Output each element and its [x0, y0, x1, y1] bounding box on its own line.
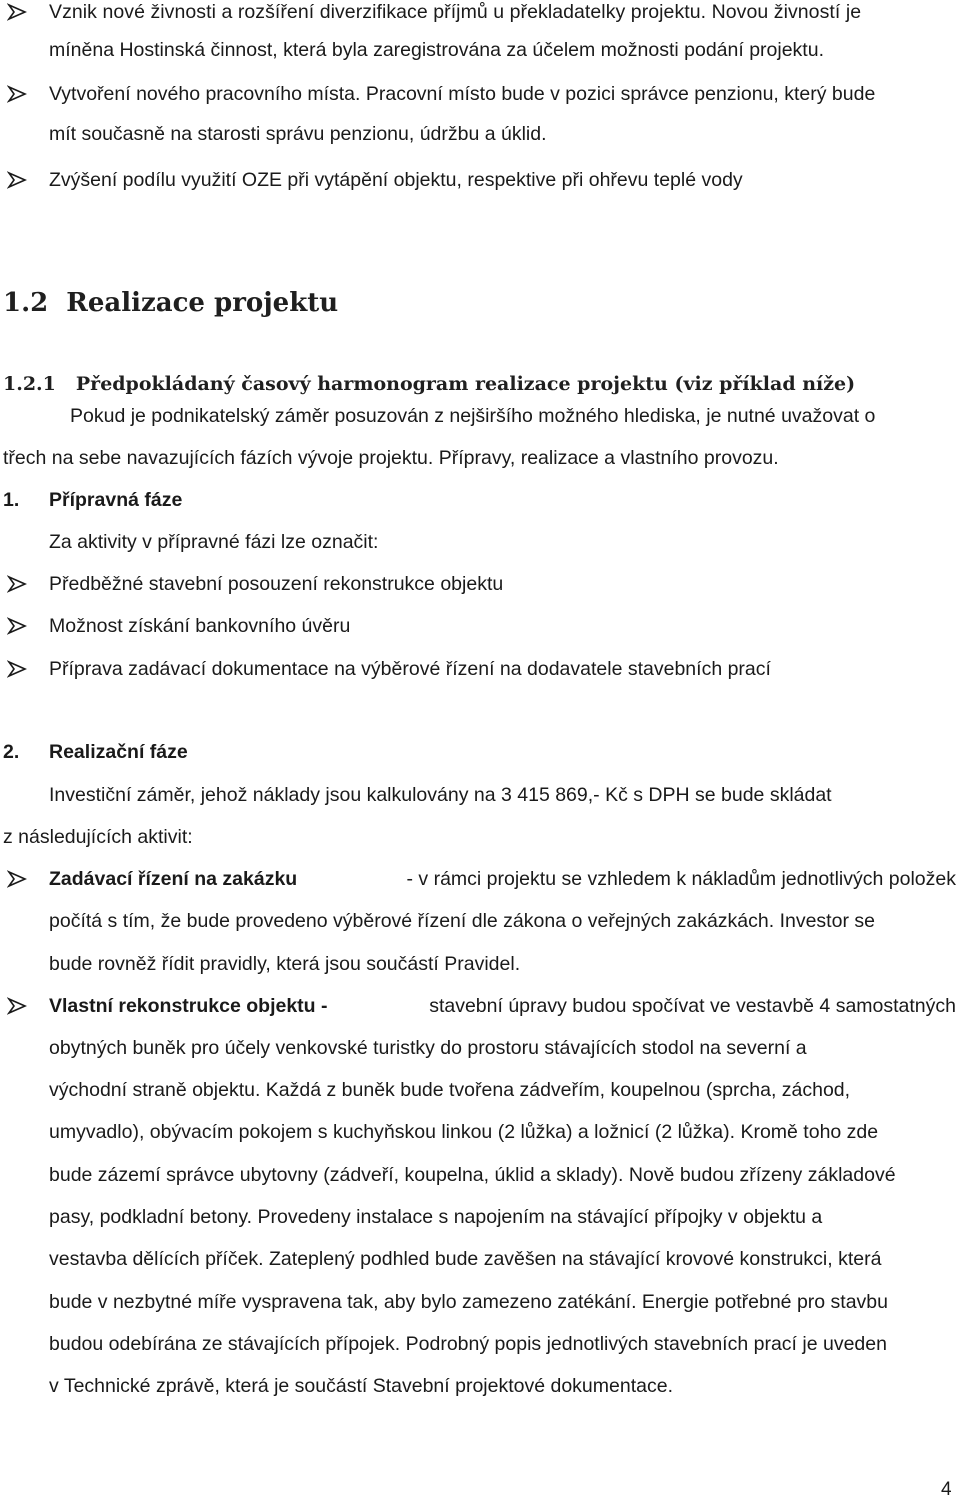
subsection-heading [3, 372, 855, 396]
phase-number: 1. [3, 489, 20, 511]
paragraph-line: Pokud je podnikatelský záměr posuzován z nejširšího možného hlediska, je nutné uvažovat o [70, 405, 876, 427]
paragraph-line: vestavba dělících příček. Zateplený podhled bude zavěšen na stávající krovové konstrukci, která [49, 1248, 882, 1270]
paragraph-line: bude zázemí správce ubytovny (zádveří, koupelna, úklid a sklady). Nově budou zřízeny základové [49, 1164, 896, 1186]
section-number: 1.2 [3, 288, 49, 318]
paragraph-line: třech na sebe navazujících fázích vývoje projektu. Přípravy, realizace a vlastního provozu. [3, 447, 779, 469]
paragraph-line: umyvadlo), obývacím pokojem s kuchyňskou linkou (2 lůžka) a ložnicí (2 lůžka). Kromě toho zde [49, 1121, 879, 1143]
paragraph-line: budou odebírána ze stávajících přípojek. Podrobný popis jednotlivých stavebních prací je uveden [49, 1333, 887, 1355]
item-bold-lead: Vlastní rekonstrukce objektu - [49, 995, 328, 1017]
list-item-line [49, 867, 956, 891]
arrow-bullet-icon [7, 616, 27, 636]
paragraph-line: východní straně objektu. Každá z buněk bude tvořena zádveřím, koupelnou (sprcha, záchod, [49, 1079, 851, 1101]
arrow-bullet-icon [7, 996, 27, 1016]
arrow-bullet-icon [7, 869, 27, 889]
list-item: Možnost získání bankovního úvěru [49, 615, 351, 637]
subsection-number: 1.2.1 [3, 373, 56, 395]
page-number: 4 [941, 1479, 952, 1500]
bullet-2-line-2: mít současně na starosti správu penzionu, údržbu a úklid. [49, 123, 547, 145]
phase-intro: z následujících aktivit: [3, 826, 193, 848]
arrow-bullet-icon [7, 574, 27, 594]
phase-intro: Za aktivity v přípravné fázi lze označit: [49, 531, 379, 553]
paragraph-line: pasy, podkladní betony. Provedeny instalace s napojením na stávající přípojky v objektu a [49, 1206, 823, 1228]
paragraph-line: v Technické zprávě, která je součástí Stavební projektové dokumentace. [49, 1375, 673, 1397]
bullet-2-line-1: Vytvoření nového pracovního místa. Pracovní místo bude v pozici správce penzionu, který bude [49, 83, 876, 105]
phase-intro: Investiční záměr, jehož náklady jsou kalkulovány na 3 415 869,- Kč s DPH se bude skládat [49, 784, 832, 806]
arrow-bullet-icon [7, 2, 27, 22]
phase-number: 2. [3, 741, 20, 763]
section-heading [3, 288, 338, 318]
paragraph-line: počítá s tím, že bude provedeno výběrové řízení dle zákona o veřejných zakázkách. Investor se [49, 910, 875, 932]
list-item: Předběžné stavební posouzení rekonstrukce objektu [49, 573, 504, 595]
paragraph-line: obytných buněk pro účely venkovské turistky do prostoru stávajících stodol na severní a [49, 1037, 807, 1059]
phase-title: Přípravná fáze [49, 489, 183, 511]
bullet-1-line-1: Vznik nové živnosti a rozšíření diverzifikace příjmů u překladatelky projektu. Novou živností je [49, 1, 862, 23]
item-text: - v rámci projektu se vzhledem k nákladům jednotlivých položek [406, 868, 956, 890]
list-item-line [49, 994, 956, 1018]
list-item: Příprava zadávací dokumentace na výběrové řízení na dodavatele stavebních prací [49, 658, 771, 680]
arrow-bullet-icon [7, 84, 27, 104]
item-text: stavební úpravy budou spočívat ve vestavbě 4 samostatných [429, 995, 956, 1017]
paragraph-line: bude rovněž řídit pravidly, která jsou součástí Pravidel. [49, 953, 521, 975]
arrow-bullet-icon [7, 659, 27, 679]
phase-title: Realizační fáze [49, 741, 188, 763]
bullet-3-line-1: Zvýšení podílu využití OZE při vytápění objektu, respektive při ohřevu teplé vody [49, 169, 743, 191]
arrow-bullet-icon [7, 170, 27, 190]
item-bold-lead: Zadávací řízení na zakázku [49, 868, 298, 890]
subsection-title: Předpokládaný časový harmonogram realizace projektu (viz příklad níže) [75, 373, 856, 395]
paragraph-line: bude v nezbytné míře vyspravena tak, aby bylo zamezeno zatékání. Energie potřebné pro stavbu [49, 1291, 888, 1313]
bullet-1-line-2: míněna Hostinská činnost, která byla zaregistrována za účelem možnosti podání projektu. [49, 39, 824, 61]
section-title: Realizace projektu [66, 288, 339, 318]
